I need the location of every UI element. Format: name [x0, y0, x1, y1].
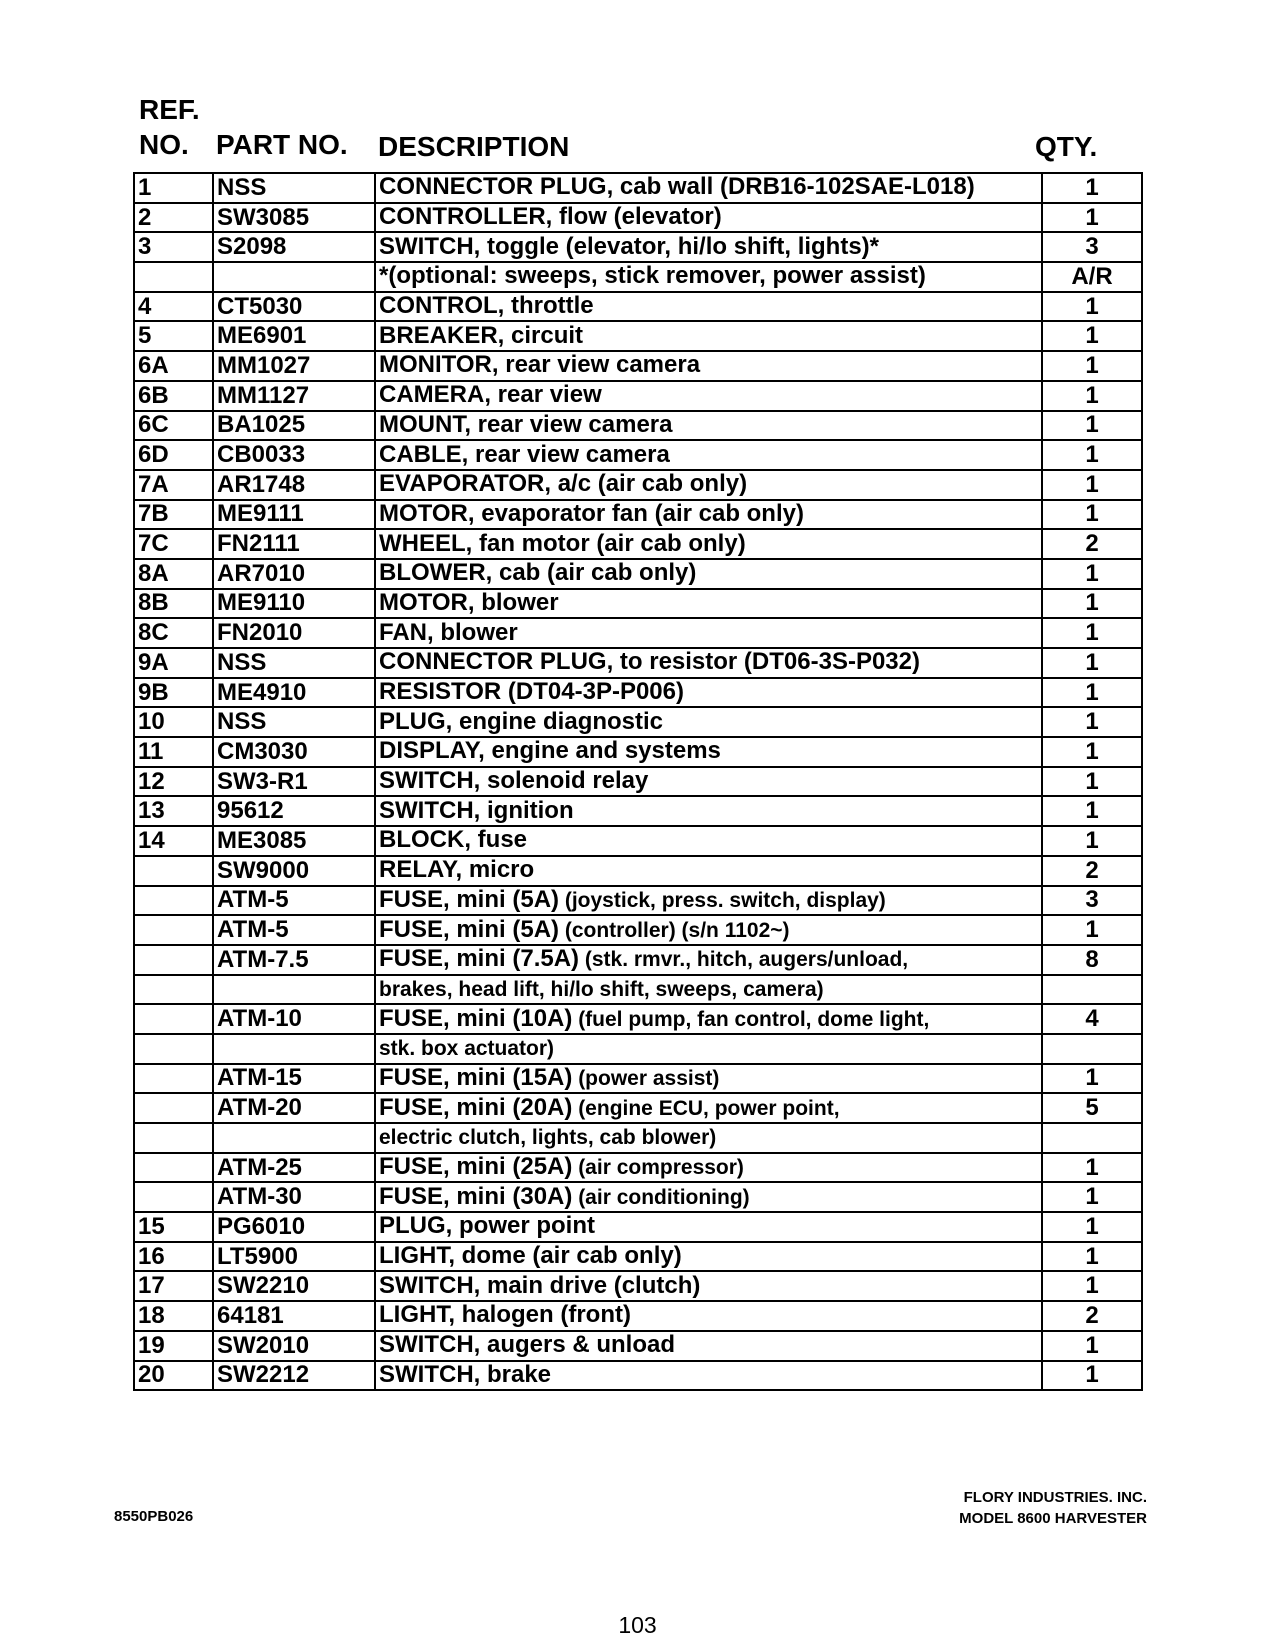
description-cell — [375, 1271, 1042, 1301]
part-no-cell: SW3085 — [213, 203, 375, 233]
ref-no-cell: 17 — [134, 1271, 213, 1301]
header-description: DESCRIPTION — [378, 131, 570, 162]
ref-no-cell — [134, 1004, 213, 1034]
description-cell — [375, 1153, 1042, 1183]
description-cell — [375, 1123, 1042, 1153]
ref-no-cell: 7A — [134, 470, 213, 500]
description-cell — [375, 381, 1042, 411]
description-cell — [375, 411, 1042, 441]
table-row — [134, 767, 1142, 797]
ref-no-cell: 1 — [134, 173, 213, 203]
ref-no-cell — [134, 1034, 213, 1064]
ref-no-cell: 8A — [134, 559, 213, 589]
qty-cell — [1042, 1034, 1142, 1064]
qty-cell: 1 — [1042, 648, 1142, 678]
table-row — [134, 1361, 1142, 1391]
part-no-cell: ME3085 — [213, 826, 375, 856]
ref-no-cell: 7B — [134, 500, 213, 530]
ref-no-cell: 3 — [134, 232, 213, 262]
ref-no-cell: 7C — [134, 529, 213, 559]
ref-no-cell: 13 — [134, 796, 213, 826]
ref-no-cell — [134, 886, 213, 916]
description-detail: (air compressor) — [572, 1156, 744, 1180]
table-row — [134, 321, 1142, 351]
description-main: FUSE, mini (20A) — [379, 1093, 573, 1121]
description-main: CONTROLLER, flow (elevator) — [379, 203, 722, 231]
description-cell — [375, 292, 1042, 322]
ref-no-cell: 11 — [134, 737, 213, 767]
qty-cell: 1 — [1042, 1064, 1142, 1094]
description-main: LIGHT, halogen (front) — [379, 1301, 631, 1329]
description-main: BREAKER, circuit — [379, 321, 584, 349]
qty-cell: 1 — [1042, 321, 1142, 351]
table-row — [134, 292, 1142, 322]
header-no: NO. — [139, 129, 189, 160]
qty-cell: 1 — [1042, 826, 1142, 856]
document-code: 8550PB026 — [114, 1508, 194, 1525]
table-row — [134, 470, 1142, 500]
description-cell — [375, 1034, 1042, 1064]
table-row — [134, 618, 1142, 648]
table-row — [134, 1153, 1142, 1183]
table-row — [134, 1301, 1142, 1331]
qty-cell: 1 — [1042, 1331, 1142, 1361]
table-row — [134, 707, 1142, 737]
table-row — [134, 173, 1142, 203]
description-main: FAN, blower — [379, 618, 518, 646]
part-no-cell: FN2010 — [213, 618, 375, 648]
description-cell — [375, 1064, 1042, 1094]
parts-table — [133, 172, 1143, 1391]
part-no-cell: 95612 — [213, 796, 375, 826]
qty-cell: 1 — [1042, 1212, 1142, 1242]
ref-no-cell: 12 — [134, 767, 213, 797]
description-cell — [375, 767, 1042, 797]
table-row — [134, 886, 1142, 916]
description-main: BLOCK, fuse — [379, 826, 528, 854]
part-no-cell: ME6901 — [213, 321, 375, 351]
table-row — [134, 1004, 1142, 1034]
table-row — [134, 1242, 1142, 1272]
part-no-cell: BA1025 — [213, 411, 375, 441]
description-cell — [375, 589, 1042, 619]
qty-cell: 5 — [1042, 1093, 1142, 1123]
table-row — [134, 262, 1142, 292]
part-no-cell: NSS — [213, 707, 375, 737]
part-no-cell: MM1127 — [213, 381, 375, 411]
page-number: 103 — [618, 1612, 657, 1638]
table-row — [134, 411, 1142, 441]
part-no-cell: SW2212 — [213, 1361, 375, 1391]
qty-cell: 2 — [1042, 856, 1142, 886]
table-row — [134, 529, 1142, 559]
description-main: SWITCH, ignition — [379, 796, 574, 824]
description-cell — [375, 1212, 1042, 1242]
qty-cell: 1 — [1042, 1361, 1142, 1391]
ref-no-cell: 6C — [134, 411, 213, 441]
description-main: MOUNT, rear view camera — [379, 410, 673, 438]
qty-cell: 1 — [1042, 292, 1142, 322]
qty-cell: 1 — [1042, 1182, 1142, 1212]
qty-cell: 8 — [1042, 945, 1142, 975]
table-row — [134, 796, 1142, 826]
description-main: SWITCH, augers & unload — [379, 1331, 676, 1359]
description-detail: (controller) (s/n 1102~) — [559, 918, 790, 942]
qty-cell: 1 — [1042, 589, 1142, 619]
table-row — [134, 1064, 1142, 1094]
part-no-cell: AR1748 — [213, 470, 375, 500]
table-row — [134, 381, 1142, 411]
qty-cell: 1 — [1042, 1242, 1142, 1272]
ref-no-cell: 20 — [134, 1361, 213, 1391]
part-no-cell: ATM-5 — [213, 886, 375, 916]
description-cell — [375, 1301, 1042, 1331]
description-main: FUSE, mini (5A) — [379, 885, 560, 913]
description-cell — [375, 796, 1042, 826]
qty-cell — [1042, 1123, 1142, 1153]
description-main: DISPLAY, engine and systems — [379, 737, 721, 765]
table-row — [134, 648, 1142, 678]
qty-cell: 1 — [1042, 351, 1142, 381]
part-no-cell — [213, 262, 375, 292]
ref-no-cell — [134, 856, 213, 886]
part-no-cell: PG6010 — [213, 1212, 375, 1242]
description-main: FUSE, mini (5A) — [379, 915, 560, 943]
part-no-cell: LT5900 — [213, 1242, 375, 1272]
description-cell — [375, 618, 1042, 648]
description-main: PLUG, engine diagnostic — [379, 707, 664, 735]
ref-no-cell: 19 — [134, 1331, 213, 1361]
part-no-cell: 64181 — [213, 1301, 375, 1331]
table-row — [134, 1212, 1142, 1242]
description-main: SWITCH, main drive (clutch) — [379, 1271, 701, 1299]
description-main: EVAPORATOR, a/c (air cab only) — [379, 470, 748, 498]
qty-cell: 1 — [1042, 411, 1142, 441]
table-row — [134, 1331, 1142, 1361]
part-no-cell: SW3-R1 — [213, 767, 375, 797]
qty-cell: 1 — [1042, 915, 1142, 945]
part-no-cell: ATM-7.5 — [213, 945, 375, 975]
description-cell — [375, 886, 1042, 916]
ref-no-cell: 9B — [134, 678, 213, 708]
part-no-cell — [213, 1123, 375, 1153]
description-main: BLOWER, cab (air cab only) — [379, 559, 697, 587]
table-row — [134, 1093, 1142, 1123]
part-no-cell — [213, 1034, 375, 1064]
description-cell — [375, 1182, 1042, 1212]
description-cell — [375, 470, 1042, 500]
ref-no-cell: 8C — [134, 618, 213, 648]
part-no-cell: AR7010 — [213, 559, 375, 589]
description-main: CAMERA, rear view — [379, 381, 602, 409]
part-no-cell: ATM-20 — [213, 1093, 375, 1123]
ref-no-cell — [134, 1093, 213, 1123]
description-main: SWITCH, brake — [379, 1360, 552, 1388]
description-detail: stk. box actuator) — [379, 1037, 555, 1061]
ref-no-cell — [134, 945, 213, 975]
part-no-cell: ATM-15 — [213, 1064, 375, 1094]
description-main: FUSE, mini (10A) — [379, 1004, 573, 1032]
description-cell — [375, 232, 1042, 262]
description-cell — [375, 173, 1042, 203]
part-no-cell: CM3030 — [213, 737, 375, 767]
description-cell — [375, 1331, 1042, 1361]
qty-cell: 3 — [1042, 232, 1142, 262]
parts-table-body — [134, 173, 1142, 1390]
description-cell — [375, 1361, 1042, 1391]
qty-cell: 2 — [1042, 529, 1142, 559]
description-cell — [375, 707, 1042, 737]
description-main: *(optional: sweeps, stick remover, power assist) — [379, 262, 926, 290]
description-cell — [375, 856, 1042, 886]
ref-no-cell — [134, 1182, 213, 1212]
qty-cell: 1 — [1042, 440, 1142, 470]
header-ref: REF. — [139, 94, 200, 125]
description-cell — [375, 203, 1042, 233]
part-no-cell: NSS — [213, 648, 375, 678]
qty-cell: 2 — [1042, 1301, 1142, 1331]
description-detail: (stk. rmvr., hitch, augers/unload, — [579, 948, 909, 972]
description-cell — [375, 945, 1042, 975]
description-cell — [375, 1242, 1042, 1272]
description-cell — [375, 648, 1042, 678]
qty-cell: 1 — [1042, 1271, 1142, 1301]
ref-no-cell — [134, 915, 213, 945]
model-name: MODEL 8600 HARVESTER — [959, 1510, 1147, 1527]
ref-no-cell: 8B — [134, 589, 213, 619]
part-no-cell: ATM-10 — [213, 1004, 375, 1034]
part-no-cell — [213, 975, 375, 1005]
qty-cell: 1 — [1042, 173, 1142, 203]
ref-no-cell: 5 — [134, 321, 213, 351]
part-no-cell: ME4910 — [213, 678, 375, 708]
ref-no-cell: 15 — [134, 1212, 213, 1242]
description-cell — [375, 351, 1042, 381]
ref-no-cell: 14 — [134, 826, 213, 856]
part-no-cell: FN2111 — [213, 529, 375, 559]
description-cell — [375, 440, 1042, 470]
table-row — [134, 678, 1142, 708]
table-row — [134, 232, 1142, 262]
description-main: RELAY, micro — [379, 856, 535, 884]
ref-no-cell: 10 — [134, 707, 213, 737]
table-row — [134, 1182, 1142, 1212]
part-no-cell: CB0033 — [213, 440, 375, 470]
description-cell — [375, 262, 1042, 292]
table-row — [134, 559, 1142, 589]
ref-no-cell: 9A — [134, 648, 213, 678]
table-row — [134, 826, 1142, 856]
qty-cell: 1 — [1042, 707, 1142, 737]
description-main: PLUG, power point — [379, 1212, 595, 1240]
description-detail: (engine ECU, power point, — [572, 1096, 840, 1120]
qty-cell: 1 — [1042, 618, 1142, 648]
description-cell — [375, 1093, 1042, 1123]
qty-cell: 1 — [1042, 559, 1142, 589]
table-row — [134, 589, 1142, 619]
company-name: FLORY INDUSTRIES. INC. — [963, 1489, 1147, 1506]
part-no-cell: S2098 — [213, 232, 375, 262]
description-main: MONITOR, rear view camera — [379, 351, 701, 379]
qty-cell: 1 — [1042, 678, 1142, 708]
description-main: SWITCH, solenoid relay — [379, 767, 649, 795]
part-no-cell: ATM-30 — [213, 1182, 375, 1212]
qty-cell: 1 — [1042, 381, 1142, 411]
description-cell — [375, 500, 1042, 530]
description-main: FUSE, mini (25A) — [379, 1153, 573, 1181]
ref-no-cell: 6D — [134, 440, 213, 470]
header-part-no: PART NO. — [216, 129, 348, 160]
table-row — [134, 1123, 1142, 1153]
description-main: FUSE, mini (7.5A) — [379, 945, 580, 973]
part-no-cell: MM1027 — [213, 351, 375, 381]
part-no-cell: SW2010 — [213, 1331, 375, 1361]
qty-cell: 1 — [1042, 737, 1142, 767]
description-detail: (power assist) — [572, 1066, 720, 1090]
table-row — [134, 351, 1142, 381]
table-row — [134, 856, 1142, 886]
description-main: CONNECTOR PLUG, cab wall (DRB16-102SAE-L018) — [379, 173, 975, 201]
description-main: RESISTOR (DT04-3P-P006) — [379, 678, 684, 706]
description-main: CABLE, rear view camera — [379, 440, 670, 468]
qty-cell: A/R — [1042, 262, 1142, 292]
part-no-cell: CT5030 — [213, 292, 375, 322]
ref-no-cell: 2 — [134, 203, 213, 233]
description-cell — [375, 529, 1042, 559]
qty-cell: 3 — [1042, 886, 1142, 916]
table-row — [134, 1034, 1142, 1064]
qty-cell: 1 — [1042, 796, 1142, 826]
description-main: CONTROL, throttle — [379, 292, 594, 320]
qty-cell — [1042, 975, 1142, 1005]
table-row — [134, 1271, 1142, 1301]
description-main: LIGHT, dome (air cab only) — [379, 1242, 682, 1270]
description-main: MOTOR, evaporator fan (air cab only) — [379, 499, 804, 527]
ref-no-cell — [134, 1123, 213, 1153]
ref-no-cell — [134, 1064, 213, 1094]
ref-no-cell: 6B — [134, 381, 213, 411]
table-row — [134, 975, 1142, 1005]
ref-no-cell: 16 — [134, 1242, 213, 1272]
description-cell — [375, 975, 1042, 1005]
ref-no-cell: 6A — [134, 351, 213, 381]
ref-no-cell — [134, 975, 213, 1005]
description-cell — [375, 559, 1042, 589]
part-no-cell: SW2210 — [213, 1271, 375, 1301]
part-no-cell: ME9110 — [213, 589, 375, 619]
table-row — [134, 500, 1142, 530]
description-cell — [375, 678, 1042, 708]
qty-cell: 1 — [1042, 470, 1142, 500]
description-main: CONNECTOR PLUG, to resistor (DT06-3S-P032) — [379, 648, 920, 676]
part-no-cell: ME9111 — [213, 500, 375, 530]
part-no-cell: ATM-25 — [213, 1153, 375, 1183]
qty-cell: 1 — [1042, 1153, 1142, 1183]
description-detail: (air conditioning) — [572, 1185, 750, 1209]
part-no-cell: ATM-5 — [213, 915, 375, 945]
ref-no-cell: 4 — [134, 292, 213, 322]
table-row — [134, 915, 1142, 945]
description-cell — [375, 826, 1042, 856]
table-row — [134, 440, 1142, 470]
ref-no-cell — [134, 1153, 213, 1183]
ref-no-cell — [134, 262, 213, 292]
qty-cell: 1 — [1042, 203, 1142, 233]
description-main: FUSE, mini (30A) — [379, 1182, 573, 1210]
description-detail: (fuel pump, fan control, dome light, — [572, 1007, 930, 1031]
description-main: FUSE, mini (15A) — [379, 1063, 573, 1091]
header-qty: QTY. — [1035, 131, 1098, 162]
description-detail: brakes, head lift, hi/lo shift, sweeps, camera) — [379, 977, 824, 1001]
description-main: WHEEL, fan motor (air cab only) — [379, 529, 746, 557]
qty-cell: 1 — [1042, 500, 1142, 530]
description-cell — [375, 321, 1042, 351]
description-cell — [375, 737, 1042, 767]
qty-cell: 1 — [1042, 767, 1142, 797]
description-main: SWITCH, toggle (elevator, hi/lo shift, lights)* — [379, 232, 880, 260]
description-cell — [375, 1004, 1042, 1034]
description-main: MOTOR, blower — [379, 588, 559, 616]
table-row — [134, 945, 1142, 975]
description-detail: electric clutch, lights, cab blower) — [379, 1126, 717, 1150]
table-row — [134, 203, 1142, 233]
description-cell — [375, 915, 1042, 945]
qty-cell: 4 — [1042, 1004, 1142, 1034]
part-no-cell: NSS — [213, 173, 375, 203]
part-no-cell: SW9000 — [213, 856, 375, 886]
description-detail: (joystick, press. switch, display) — [559, 888, 886, 912]
ref-no-cell: 18 — [134, 1301, 213, 1331]
table-row — [134, 737, 1142, 767]
